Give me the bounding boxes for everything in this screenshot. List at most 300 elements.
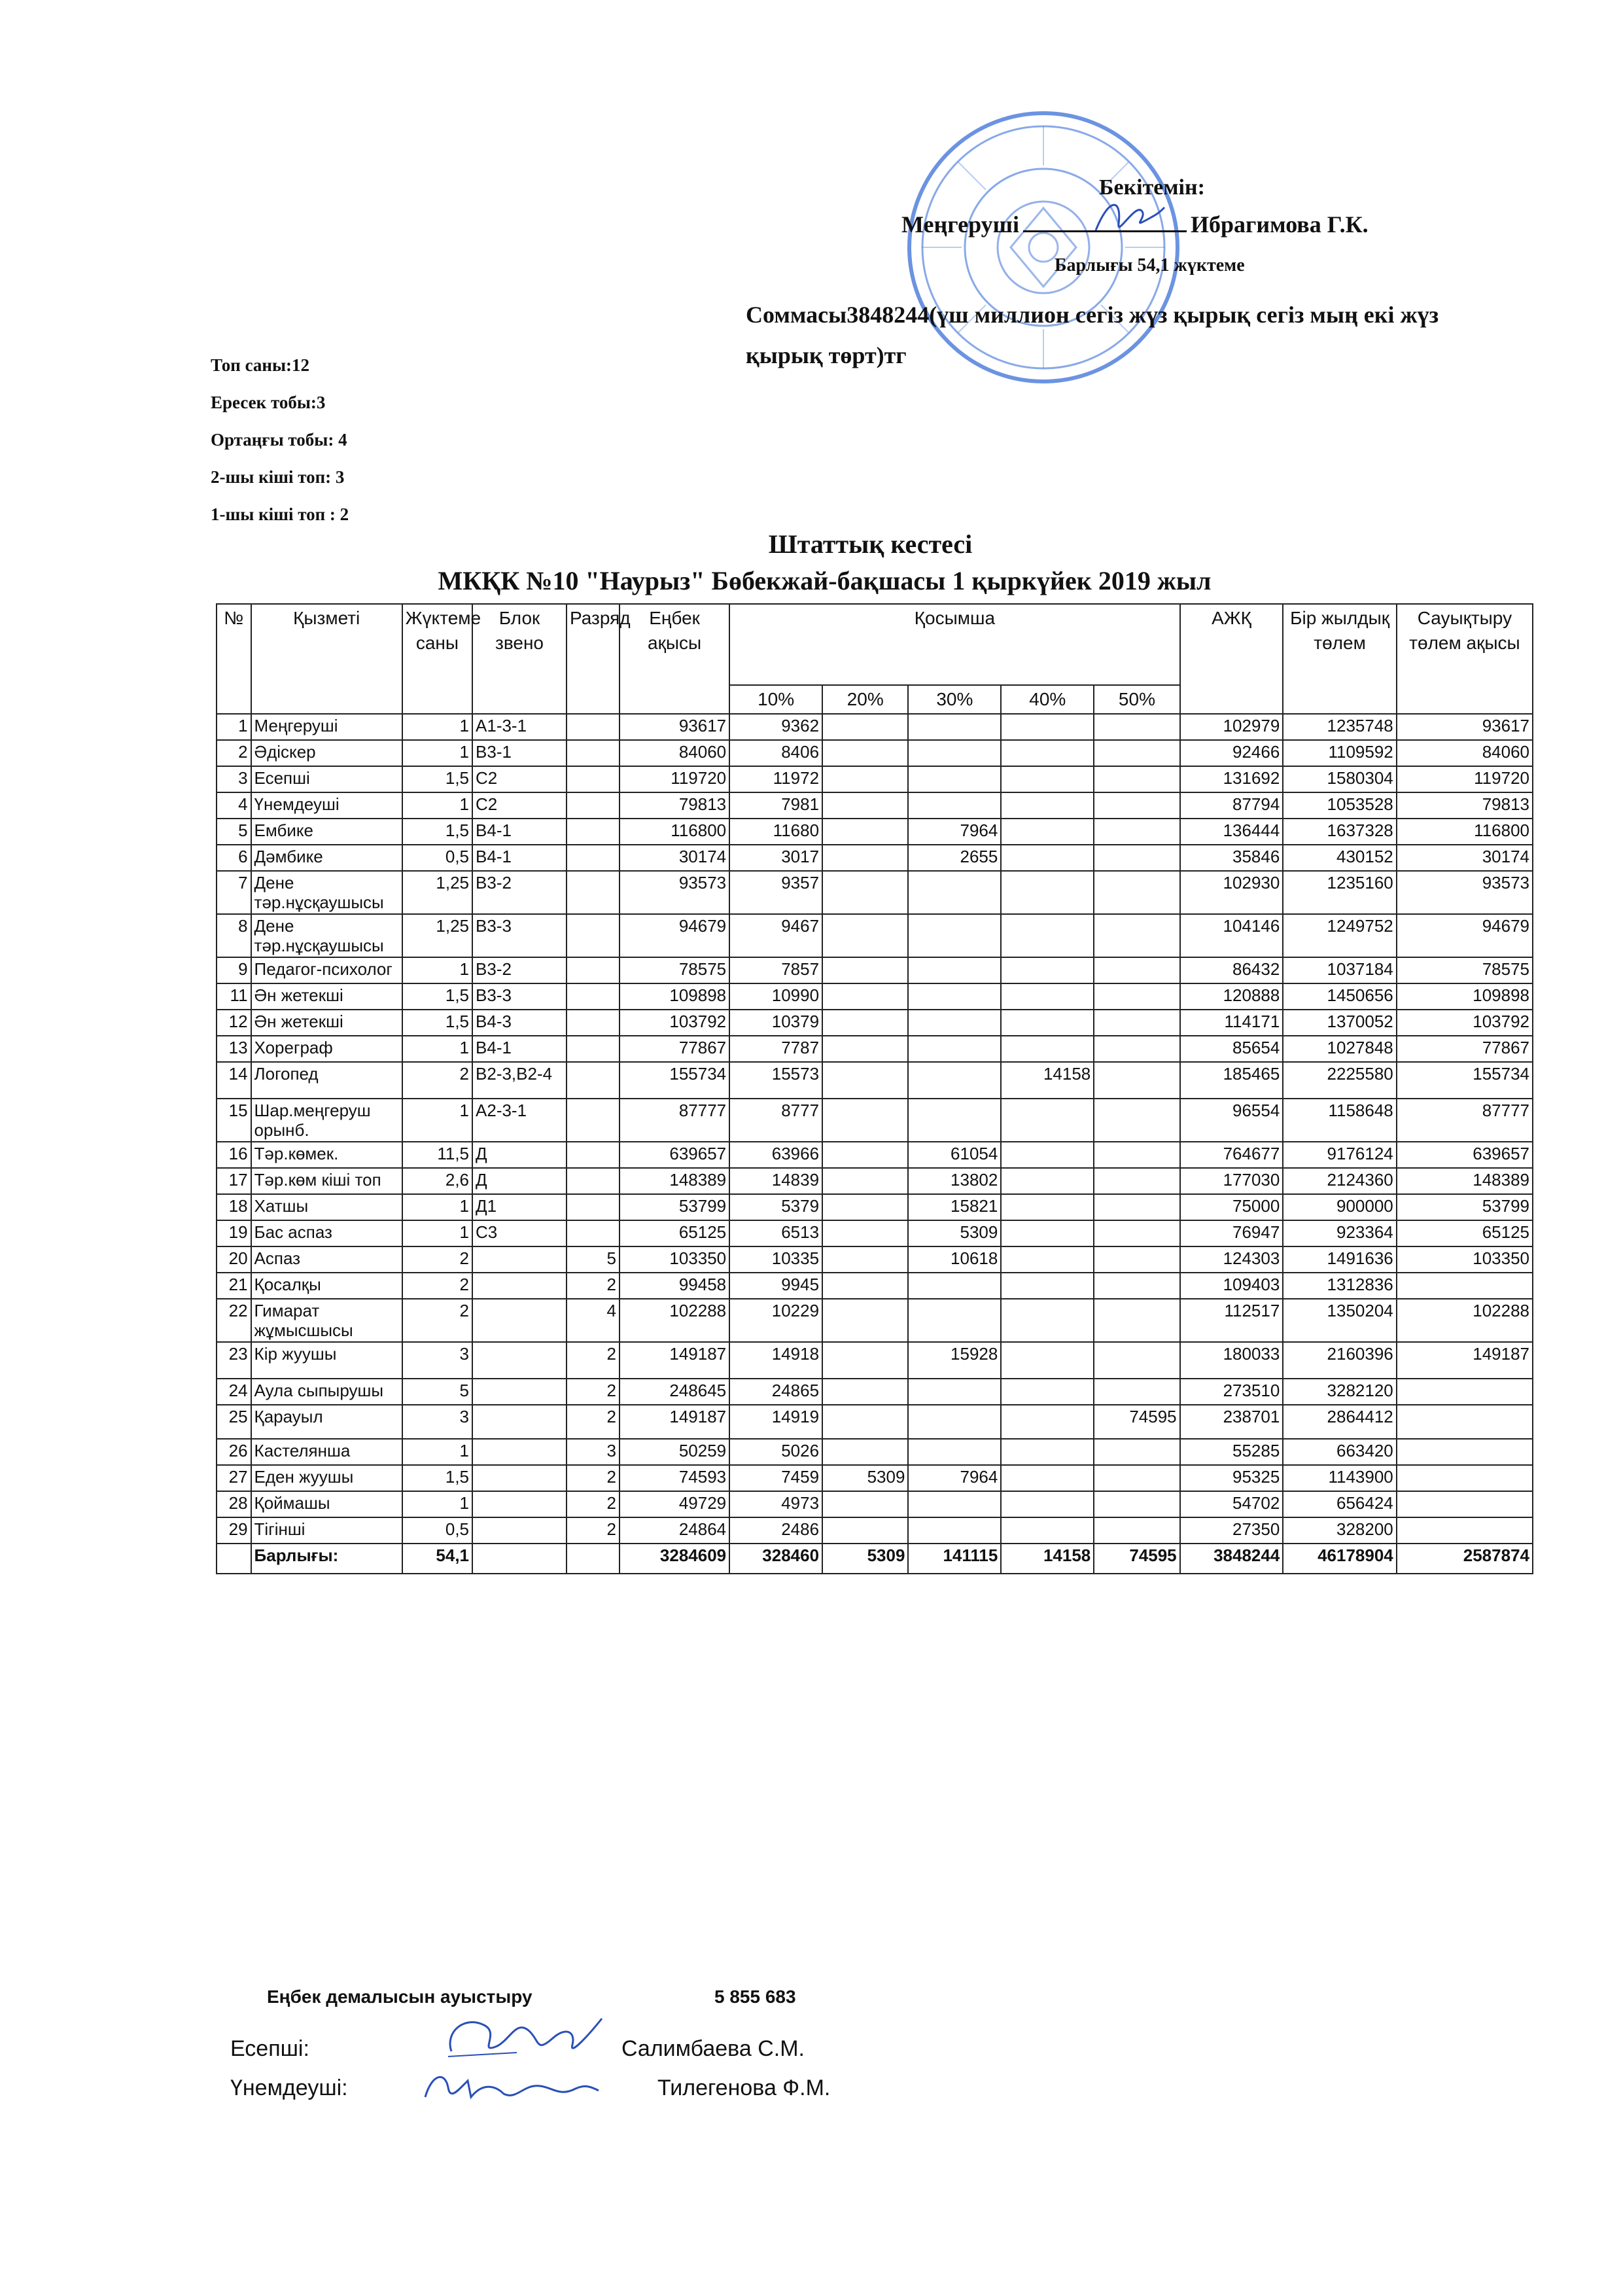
- cell-pct40: [1001, 845, 1094, 871]
- cell-salary: 116800: [620, 819, 729, 845]
- cell-no: 23: [217, 1342, 251, 1379]
- cell-block: [472, 1405, 567, 1439]
- document-title: Штаттық кестесі: [768, 529, 973, 559]
- cell-pct10: 7459: [729, 1465, 822, 1491]
- cell-health: 109898: [1397, 983, 1533, 1010]
- cell-rank: [567, 740, 620, 766]
- cell-load: 0,5: [402, 845, 472, 871]
- cell-salary: 30174: [620, 845, 729, 871]
- cell-health: 103792: [1397, 1010, 1533, 1036]
- cell-health: 93617: [1397, 714, 1533, 740]
- cell-pct30: [908, 1517, 1001, 1544]
- cell-salary: 49729: [620, 1491, 729, 1517]
- cell-pct20: [822, 1379, 908, 1405]
- cell-pct40: [1001, 1142, 1094, 1168]
- cell-rank: [567, 792, 620, 819]
- cell-no: 17: [217, 1168, 251, 1194]
- cell-no: 12: [217, 1010, 251, 1036]
- cell-rank: [567, 983, 620, 1010]
- cell-pct40: [1001, 819, 1094, 845]
- cell-pct30: [908, 766, 1001, 792]
- cell-pct20: [822, 957, 908, 983]
- cell-pct30: 15821: [908, 1194, 1001, 1220]
- cell-pct30: [908, 983, 1001, 1010]
- cell-rank: [567, 845, 620, 871]
- first-junior-group: 1-шы кіші топ : 2: [211, 504, 349, 524]
- head-role: Меңгеруші: [901, 211, 1020, 238]
- cell-no: 14: [217, 1062, 251, 1099]
- cell-load: 1: [402, 1491, 472, 1517]
- cell-annual: 2160396: [1283, 1342, 1396, 1379]
- cell-pct10: 8406: [729, 740, 822, 766]
- cell-no: 15: [217, 1099, 251, 1142]
- cell-pct40: [1001, 792, 1094, 819]
- table-row: [217, 1036, 1533, 1062]
- cell-load: 1: [402, 1439, 472, 1465]
- cell-pct20: [822, 1168, 908, 1194]
- cell-no: 28: [217, 1491, 251, 1517]
- cell-pct30: [908, 714, 1001, 740]
- cell-no: 19: [217, 1220, 251, 1246]
- cell-pct30: 141115: [908, 1544, 1001, 1574]
- cell-no: 8: [217, 914, 251, 957]
- cell-block: В4-1: [472, 819, 567, 845]
- cell-pct50: [1094, 1168, 1179, 1194]
- cell-pct10: 9467: [729, 914, 822, 957]
- cell-rank: 2: [567, 1342, 620, 1379]
- cell-pct50: 74595: [1094, 1544, 1179, 1574]
- table-row: [217, 1099, 1533, 1142]
- cell-rank: [567, 1220, 620, 1246]
- cell-pct50: [1094, 1517, 1179, 1544]
- cell-pct10: 9362: [729, 714, 822, 740]
- cell-pct10: 10229: [729, 1299, 822, 1342]
- cell-pct20: [822, 871, 908, 914]
- cell-pct10: 15573: [729, 1062, 822, 1099]
- cell-salary: 3284609: [620, 1544, 729, 1574]
- cell-health: [1397, 1491, 1533, 1517]
- cell-salary: 53799: [620, 1194, 729, 1220]
- cell-rank: 2: [567, 1517, 620, 1544]
- cell-pct30: [908, 1439, 1001, 1465]
- table-row: [217, 845, 1533, 871]
- cell-health: [1397, 1405, 1533, 1439]
- cell-block: [472, 1439, 567, 1465]
- cell-load: 54,1: [402, 1544, 472, 1574]
- cell-salary: 50259: [620, 1439, 729, 1465]
- cell-block: С3: [472, 1220, 567, 1246]
- economist-signature: [419, 2061, 602, 2110]
- cell-block: [472, 1517, 567, 1544]
- cell-load: 1: [402, 957, 472, 983]
- cell-pct50: [1094, 1273, 1179, 1299]
- cell-pct20: [822, 1405, 908, 1439]
- vacation-label: Еңбек демалысын ауыстыру: [267, 1987, 532, 2007]
- cell-no: 5: [217, 819, 251, 845]
- cell-no: 24: [217, 1379, 251, 1405]
- table-row: [217, 1168, 1533, 1194]
- cell-pct20: 5309: [822, 1465, 908, 1491]
- cell-pct40: 14158: [1001, 1544, 1094, 1574]
- table-row: [217, 1062, 1533, 1099]
- table-body: [217, 714, 1533, 1574]
- middle-group: Ортаңғы тобы: 4: [211, 430, 347, 450]
- second-junior-group: 2-шы кіші топ: 3: [211, 467, 345, 487]
- cell-azhk: 76947: [1180, 1220, 1283, 1246]
- cell-health: [1397, 1273, 1533, 1299]
- cell-health: 53799: [1397, 1194, 1533, 1220]
- cell-azhk: 54702: [1180, 1491, 1283, 1517]
- cell-pct30: 5309: [908, 1220, 1001, 1246]
- cell-azhk: 109403: [1180, 1273, 1283, 1299]
- cell-pct40: [1001, 714, 1094, 740]
- cell-position: Әдіскер: [251, 740, 402, 766]
- cell-pct50: [1094, 845, 1179, 871]
- cell-pct40: [1001, 1517, 1094, 1544]
- cell-pct30: [908, 740, 1001, 766]
- cell-pct10: 9357: [729, 871, 822, 914]
- cell-annual: 1637328: [1283, 819, 1396, 845]
- cell-salary: 103792: [620, 1010, 729, 1036]
- cell-salary: 155734: [620, 1062, 729, 1099]
- cell-rank: [567, 871, 620, 914]
- cell-no: 2: [217, 740, 251, 766]
- cell-health: 79813: [1397, 792, 1533, 819]
- cell-no: 7: [217, 871, 251, 914]
- cell-pct10: 328460: [729, 1544, 822, 1574]
- cell-pct10: 7981: [729, 792, 822, 819]
- cell-no: [217, 1544, 251, 1574]
- cell-pct50: [1094, 871, 1179, 914]
- cell-no: 21: [217, 1273, 251, 1299]
- cell-salary: 93617: [620, 714, 729, 740]
- cell-health: 155734: [1397, 1062, 1533, 1099]
- col-header-health: Сауықтыру төлем ақысы: [1397, 604, 1533, 714]
- col-header-azhk: АЖҚ: [1180, 604, 1283, 714]
- cell-pct50: [1094, 1246, 1179, 1273]
- cell-pct30: [908, 1379, 1001, 1405]
- cell-salary: 77867: [620, 1036, 729, 1062]
- cell-no: 27: [217, 1465, 251, 1491]
- cell-block: Д: [472, 1142, 567, 1168]
- cell-annual: 1450656: [1283, 983, 1396, 1010]
- cell-block: В3-3: [472, 983, 567, 1010]
- cell-pct10: 2486: [729, 1517, 822, 1544]
- cell-pct50: [1094, 1010, 1179, 1036]
- cell-pct40: [1001, 1439, 1094, 1465]
- cell-annual: 430152: [1283, 845, 1396, 871]
- cell-azhk: 124303: [1180, 1246, 1283, 1273]
- table-row: [217, 1142, 1533, 1168]
- cell-pct40: [1001, 1405, 1094, 1439]
- table-row: [217, 792, 1533, 819]
- cell-health: 639657: [1397, 1142, 1533, 1168]
- cell-pct50: [1094, 740, 1179, 766]
- cell-pct20: [822, 740, 908, 766]
- cell-no: 18: [217, 1194, 251, 1220]
- cell-pct40: [1001, 1099, 1094, 1142]
- cell-salary: 103350: [620, 1246, 729, 1273]
- cell-azhk: 104146: [1180, 914, 1283, 957]
- col-header-salary: Еңбек ақысы: [620, 604, 729, 714]
- cell-azhk: 102979: [1180, 714, 1283, 740]
- cell-pct20: [822, 1010, 908, 1036]
- cell-pct10: 4973: [729, 1491, 822, 1517]
- cell-annual: 1053528: [1283, 792, 1396, 819]
- cell-pct40: [1001, 766, 1094, 792]
- cell-pct10: 7787: [729, 1036, 822, 1062]
- cell-azhk: 95325: [1180, 1465, 1283, 1491]
- cell-pct30: 2655: [908, 845, 1001, 871]
- table-row: [217, 1342, 1533, 1379]
- table-row: [217, 871, 1533, 914]
- cell-pct20: [822, 1517, 908, 1544]
- cell-pct10: 63966: [729, 1142, 822, 1168]
- cell-azhk: 114171: [1180, 1010, 1283, 1036]
- cell-salary: 78575: [620, 957, 729, 983]
- cell-load: 1: [402, 714, 472, 740]
- cell-pct30: [908, 1273, 1001, 1299]
- cell-pct40: [1001, 1342, 1094, 1379]
- cell-pct40: [1001, 1194, 1094, 1220]
- cell-salary: 109898: [620, 983, 729, 1010]
- cell-load: 1,5: [402, 1010, 472, 1036]
- cell-no: 16: [217, 1142, 251, 1168]
- cell-load: 3: [402, 1405, 472, 1439]
- table-row: [217, 1194, 1533, 1220]
- cell-azhk: 120888: [1180, 983, 1283, 1010]
- group-count: Топ саны:12: [211, 355, 310, 375]
- cell-pct50: [1094, 1299, 1179, 1342]
- cell-health: 94679: [1397, 914, 1533, 957]
- cell-pct30: [908, 1491, 1001, 1517]
- cell-pct20: [822, 1342, 908, 1379]
- cell-no: 20: [217, 1246, 251, 1273]
- cell-pct50: [1094, 1194, 1179, 1220]
- cell-no: 3: [217, 766, 251, 792]
- cell-pct50: [1094, 983, 1179, 1010]
- cell-no: 26: [217, 1439, 251, 1465]
- cell-pct50: [1094, 957, 1179, 983]
- table-row: [217, 819, 1533, 845]
- cell-load: 2: [402, 1299, 472, 1342]
- cell-load: 2: [402, 1273, 472, 1299]
- cell-pct10: 3017: [729, 845, 822, 871]
- cell-salary: 87777: [620, 1099, 729, 1142]
- cell-rank: [567, 1036, 620, 1062]
- col-header-pct-30: 30%: [908, 685, 1001, 714]
- cell-load: 0,5: [402, 1517, 472, 1544]
- cell-position: Хореграф: [251, 1036, 402, 1062]
- cell-salary: 74593: [620, 1465, 729, 1491]
- cell-pct10: 5026: [729, 1439, 822, 1465]
- cell-pct20: [822, 1491, 908, 1517]
- cell-health: 78575: [1397, 957, 1533, 983]
- cell-position: Кір жуушы: [251, 1342, 402, 1379]
- cell-block: [472, 1465, 567, 1491]
- cell-annual: 900000: [1283, 1194, 1396, 1220]
- cell-load: 1,25: [402, 914, 472, 957]
- cell-block: [472, 1491, 567, 1517]
- cell-position: Дәмбике: [251, 845, 402, 871]
- cell-no: 13: [217, 1036, 251, 1062]
- cell-health: 102288: [1397, 1299, 1533, 1342]
- cell-pct20: [822, 845, 908, 871]
- cell-block: В3-3: [472, 914, 567, 957]
- cell-rank: [567, 766, 620, 792]
- cell-pct50: [1094, 766, 1179, 792]
- cell-pct50: [1094, 1036, 1179, 1062]
- cell-rank: 2: [567, 1379, 620, 1405]
- cell-pct30: 13802: [908, 1168, 1001, 1194]
- col-header-position: Қызметі: [251, 604, 402, 714]
- cell-no: 29: [217, 1517, 251, 1544]
- cell-azhk: 177030: [1180, 1168, 1283, 1194]
- cell-pct50: [1094, 1439, 1179, 1465]
- cell-pct10: 10335: [729, 1246, 822, 1273]
- cell-position: Ән жетекші: [251, 1010, 402, 1036]
- cell-pct20: [822, 792, 908, 819]
- cell-rank: [567, 819, 620, 845]
- cell-azhk: 185465: [1180, 1062, 1283, 1099]
- col-header-load: Жүктеме саны: [402, 604, 472, 714]
- cell-pct40: 14158: [1001, 1062, 1094, 1099]
- cell-pct40: [1001, 1010, 1094, 1036]
- cell-pct50: [1094, 1220, 1179, 1246]
- cell-pct10: 8777: [729, 1099, 822, 1142]
- cell-position: Үнемдеуші: [251, 792, 402, 819]
- cell-pct50: 74595: [1094, 1405, 1179, 1439]
- cell-pct40: [1001, 1379, 1094, 1405]
- cell-salary: 94679: [620, 914, 729, 957]
- accountant-role: Есепші:: [230, 2036, 309, 2061]
- cell-pct20: [822, 1142, 908, 1168]
- table-row: [217, 914, 1533, 957]
- cell-load: 11,5: [402, 1142, 472, 1168]
- cell-no: 22: [217, 1299, 251, 1342]
- cell-annual: 2225580: [1283, 1062, 1396, 1099]
- accountant-signature: [438, 2005, 608, 2068]
- cell-pct20: [822, 1220, 908, 1246]
- cell-pct50: [1094, 1465, 1179, 1491]
- cell-azhk: 238701: [1180, 1405, 1283, 1439]
- table-row: [217, 1299, 1533, 1342]
- cell-pct50: [1094, 819, 1179, 845]
- table-row: [217, 983, 1533, 1010]
- cell-pct30: [908, 871, 1001, 914]
- cell-pct10: 14918: [729, 1342, 822, 1379]
- cell-health: 77867: [1397, 1036, 1533, 1062]
- senior-group: Ересек тобы:3: [211, 393, 326, 412]
- cell-block: В2-3,В2-4: [472, 1062, 567, 1099]
- cell-load: 2,6: [402, 1168, 472, 1194]
- cell-pct30: [908, 1405, 1001, 1439]
- cell-pct50: [1094, 1379, 1179, 1405]
- cell-rank: [567, 714, 620, 740]
- cell-load: 1: [402, 1036, 472, 1062]
- cell-pct20: [822, 1299, 908, 1342]
- cell-pct10: 14919: [729, 1405, 822, 1439]
- cell-annual: 1249752: [1283, 914, 1396, 957]
- cell-pct30: [908, 1299, 1001, 1342]
- cell-rank: 2: [567, 1273, 620, 1299]
- cell-block: А2-3-1: [472, 1099, 567, 1142]
- cell-pct50: [1094, 1099, 1179, 1142]
- cell-pct30: 7964: [908, 819, 1001, 845]
- cell-load: 3: [402, 1342, 472, 1379]
- cell-block: В3-1: [472, 740, 567, 766]
- cell-position: Кастелянша: [251, 1439, 402, 1465]
- cell-salary: 84060: [620, 740, 729, 766]
- cell-annual: 1109592: [1283, 740, 1396, 766]
- cell-pct40: [1001, 871, 1094, 914]
- cell-load: 1: [402, 1194, 472, 1220]
- cell-salary: 99458: [620, 1273, 729, 1299]
- table-row: [217, 1405, 1533, 1439]
- cell-annual: 328200: [1283, 1517, 1396, 1544]
- cell-salary: 248645: [620, 1379, 729, 1405]
- cell-health: 65125: [1397, 1220, 1533, 1246]
- cell-block: В4-1: [472, 845, 567, 871]
- cell-health: [1397, 1465, 1533, 1491]
- cell-azhk: 112517: [1180, 1299, 1283, 1342]
- economist-role: Үнемдеуші:: [230, 2075, 348, 2100]
- cell-rank: [567, 1168, 620, 1194]
- cell-position: Бас аспаз: [251, 1220, 402, 1246]
- table-row: [217, 1491, 1533, 1517]
- load-total: Барлығы 54,1 жүктеме: [1055, 255, 1245, 275]
- cell-pct30: [908, 914, 1001, 957]
- cell-annual: 1235748: [1283, 714, 1396, 740]
- table-row: [217, 714, 1533, 740]
- cell-pct10: 11972: [729, 766, 822, 792]
- cell-load: 1,25: [402, 871, 472, 914]
- cell-pct40: [1001, 983, 1094, 1010]
- cell-load: 1: [402, 792, 472, 819]
- cell-annual: 663420: [1283, 1439, 1396, 1465]
- cell-annual: 46178904: [1283, 1544, 1396, 1574]
- cell-rank: 2: [567, 1405, 620, 1439]
- cell-health: 84060: [1397, 740, 1533, 766]
- cell-pct40: [1001, 914, 1094, 957]
- table-row: [217, 1465, 1533, 1491]
- col-header-extra: Қосымша: [729, 604, 1180, 685]
- cell-pct30: 7964: [908, 1465, 1001, 1491]
- cell-load: 1: [402, 740, 472, 766]
- cell-azhk: 136444: [1180, 819, 1283, 845]
- cell-annual: 1027848: [1283, 1036, 1396, 1062]
- cell-azhk: 92466: [1180, 740, 1283, 766]
- cell-annual: 1158648: [1283, 1099, 1396, 1142]
- cell-pct40: [1001, 1491, 1094, 1517]
- col-header-rank: Разряд: [567, 604, 620, 714]
- cell-health: 2587874: [1397, 1544, 1533, 1574]
- cell-salary: 639657: [620, 1142, 729, 1168]
- cell-pct10: 11680: [729, 819, 822, 845]
- cell-pct30: [908, 1062, 1001, 1099]
- cell-pct20: 5309: [822, 1544, 908, 1574]
- cell-position: Аула сыпырушы: [251, 1379, 402, 1405]
- cell-azhk: 27350: [1180, 1517, 1283, 1544]
- cell-salary: 24864: [620, 1517, 729, 1544]
- cell-azhk: 75000: [1180, 1194, 1283, 1220]
- cell-salary: 93573: [620, 871, 729, 914]
- cell-annual: 3282120: [1283, 1379, 1396, 1405]
- cell-health: 149187: [1397, 1342, 1533, 1379]
- cell-rank: [567, 1099, 620, 1142]
- approve-title: Бекітемін:: [1099, 175, 1205, 200]
- table-row: [217, 766, 1533, 792]
